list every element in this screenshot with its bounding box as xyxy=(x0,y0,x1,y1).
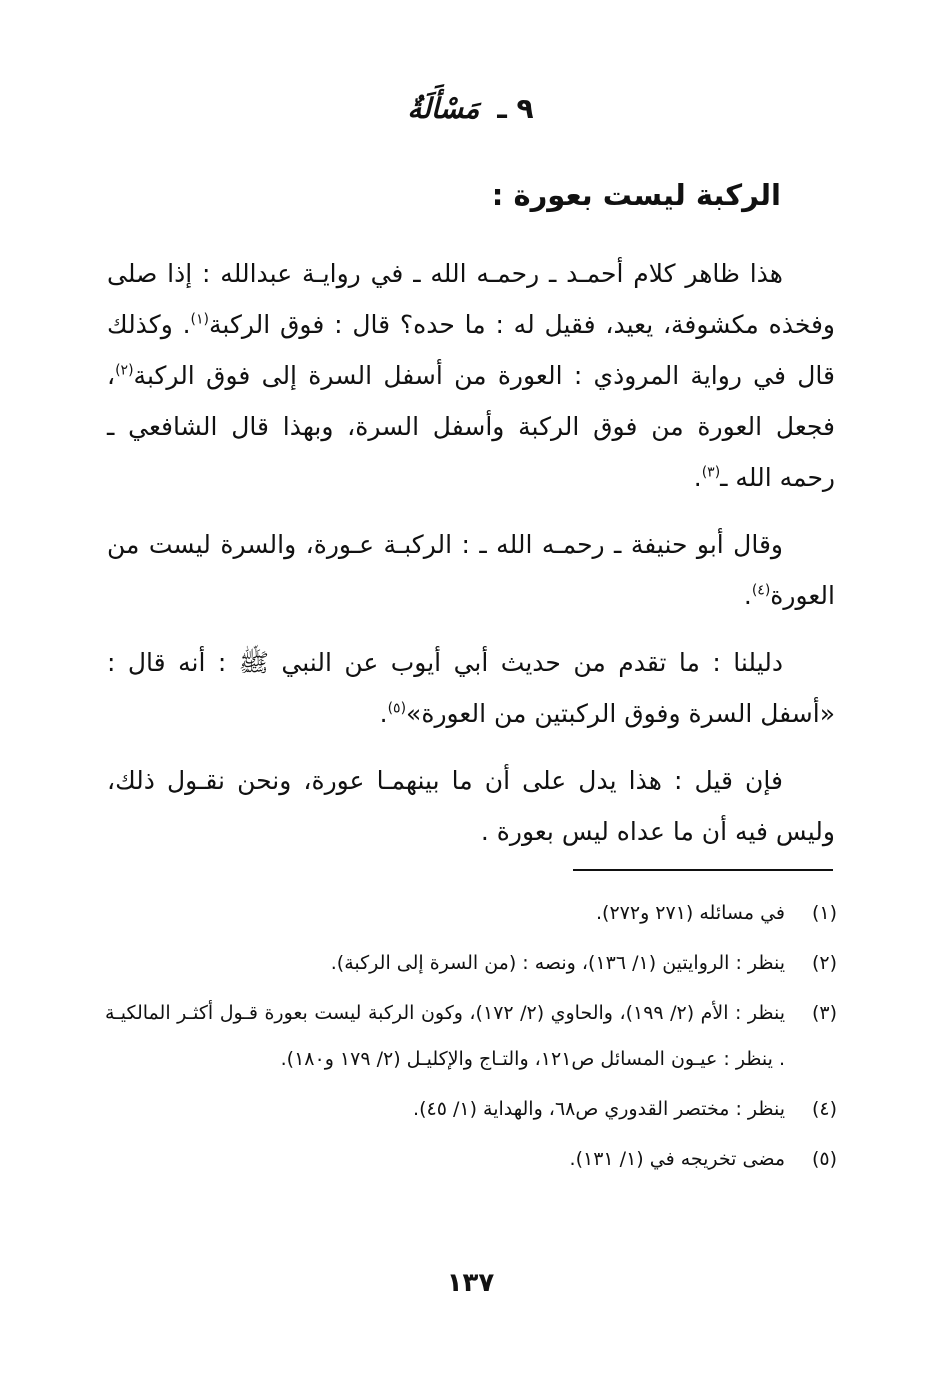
footnote-ref-4: (٤) xyxy=(751,582,771,599)
paragraph-4 xyxy=(107,755,835,857)
footnotes xyxy=(105,890,837,1186)
paragraph-text: وقال أبو حنيفة ـ رحمـه الله ـ : الركبـة عـورة، والسرة ليست من العورة xyxy=(107,530,835,610)
issue-word: مَسْأَلَةٌ xyxy=(407,92,480,125)
footnote-number: (١) xyxy=(811,902,837,924)
paragraph-text: . xyxy=(743,581,752,610)
footnote-item xyxy=(105,1086,837,1132)
footnote-item xyxy=(105,990,837,1082)
footnote-divider xyxy=(573,869,833,871)
page-number: ١٣٧ xyxy=(446,1268,495,1298)
footnote-item xyxy=(105,890,837,936)
footnote-ref-1: (١) xyxy=(190,311,210,328)
paragraph-text: . وكذلك قال في رواية المروذي : العورة من أسفل السرة إلى فوق الركبة xyxy=(107,310,835,390)
paragraph-text: ، فجعل العورة من فوق الركبة وأسفل السرة، وبهذا قال الشافعي ـ رحمه الله ـ xyxy=(107,361,835,492)
footnote-text: مضى تخريجه في (١/ ١٣١). xyxy=(569,1148,785,1170)
paragraph-text: . xyxy=(693,463,702,492)
footnote-ref-5: (٥) xyxy=(387,700,407,717)
paragraph-text: فإن قيل : هذا يدل على أن ما بينهمـا عورة، ونحن نقـول ذلك، وليس فيه أن ما عداه ليس بعورة . xyxy=(107,766,835,846)
issue-heading xyxy=(0,92,941,125)
paragraph-2 xyxy=(107,519,835,621)
paragraph-text: هذا ظاهر كلام أحمـد ـ رحمـه الله ـ في روايـة عبدالله : إذا صلى وفخذه مكشوفة، يعيد، فقيل له : ما حده؟ قال : فوق الركبة xyxy=(107,259,835,339)
footnote-ref-3: (٣) xyxy=(701,464,721,481)
footnote-item xyxy=(105,1136,837,1182)
footnote-number: (٣) xyxy=(811,1002,837,1024)
paragraph-text: . xyxy=(379,699,388,728)
main-text xyxy=(107,248,835,873)
footnote-text: في مسائله (٢٧١ و٢٧٢). xyxy=(595,902,785,924)
footnote-ref-2: (٢) xyxy=(115,362,134,379)
paragraph-3 xyxy=(107,637,835,739)
footnote-number: (٥) xyxy=(811,1148,837,1170)
paragraph-text: دليلنا : ما تقدم من حديث أبي أيوب عن النبي ﷺ : أنه قال : «أسفل السرة وفوق الركبتين من العورة» xyxy=(107,648,835,728)
footnote-text: ينظر : الأم (٢/ ١٩٩)، والحاوي (٢/ ١٧٢)، وكون الركبة ليست بعورة قـول أكثـر المالكيـة . ينظر : عيـون المسائل ص١٢١، والتـاج والإكليـل (٢/ ١٧٩ و١٨٠). xyxy=(105,1002,785,1070)
footnote-item xyxy=(105,940,837,986)
footnote-number: (٤) xyxy=(811,1098,837,1120)
footnote-text: ينظر : الروايتين (١/ ١٣٦)، ونصه : (من السرة إلى الركبة). xyxy=(330,952,785,974)
footnote-number: (٢) xyxy=(811,952,837,974)
issue-title: الركبة ليست بعورة : xyxy=(491,178,781,212)
footnote-text: ينظر : مختصر القدوري ص٦٨، والهداية (١/ ٤٥). xyxy=(413,1098,785,1120)
issue-number: ٩ ـ xyxy=(497,92,534,125)
paragraph-1 xyxy=(107,248,835,503)
